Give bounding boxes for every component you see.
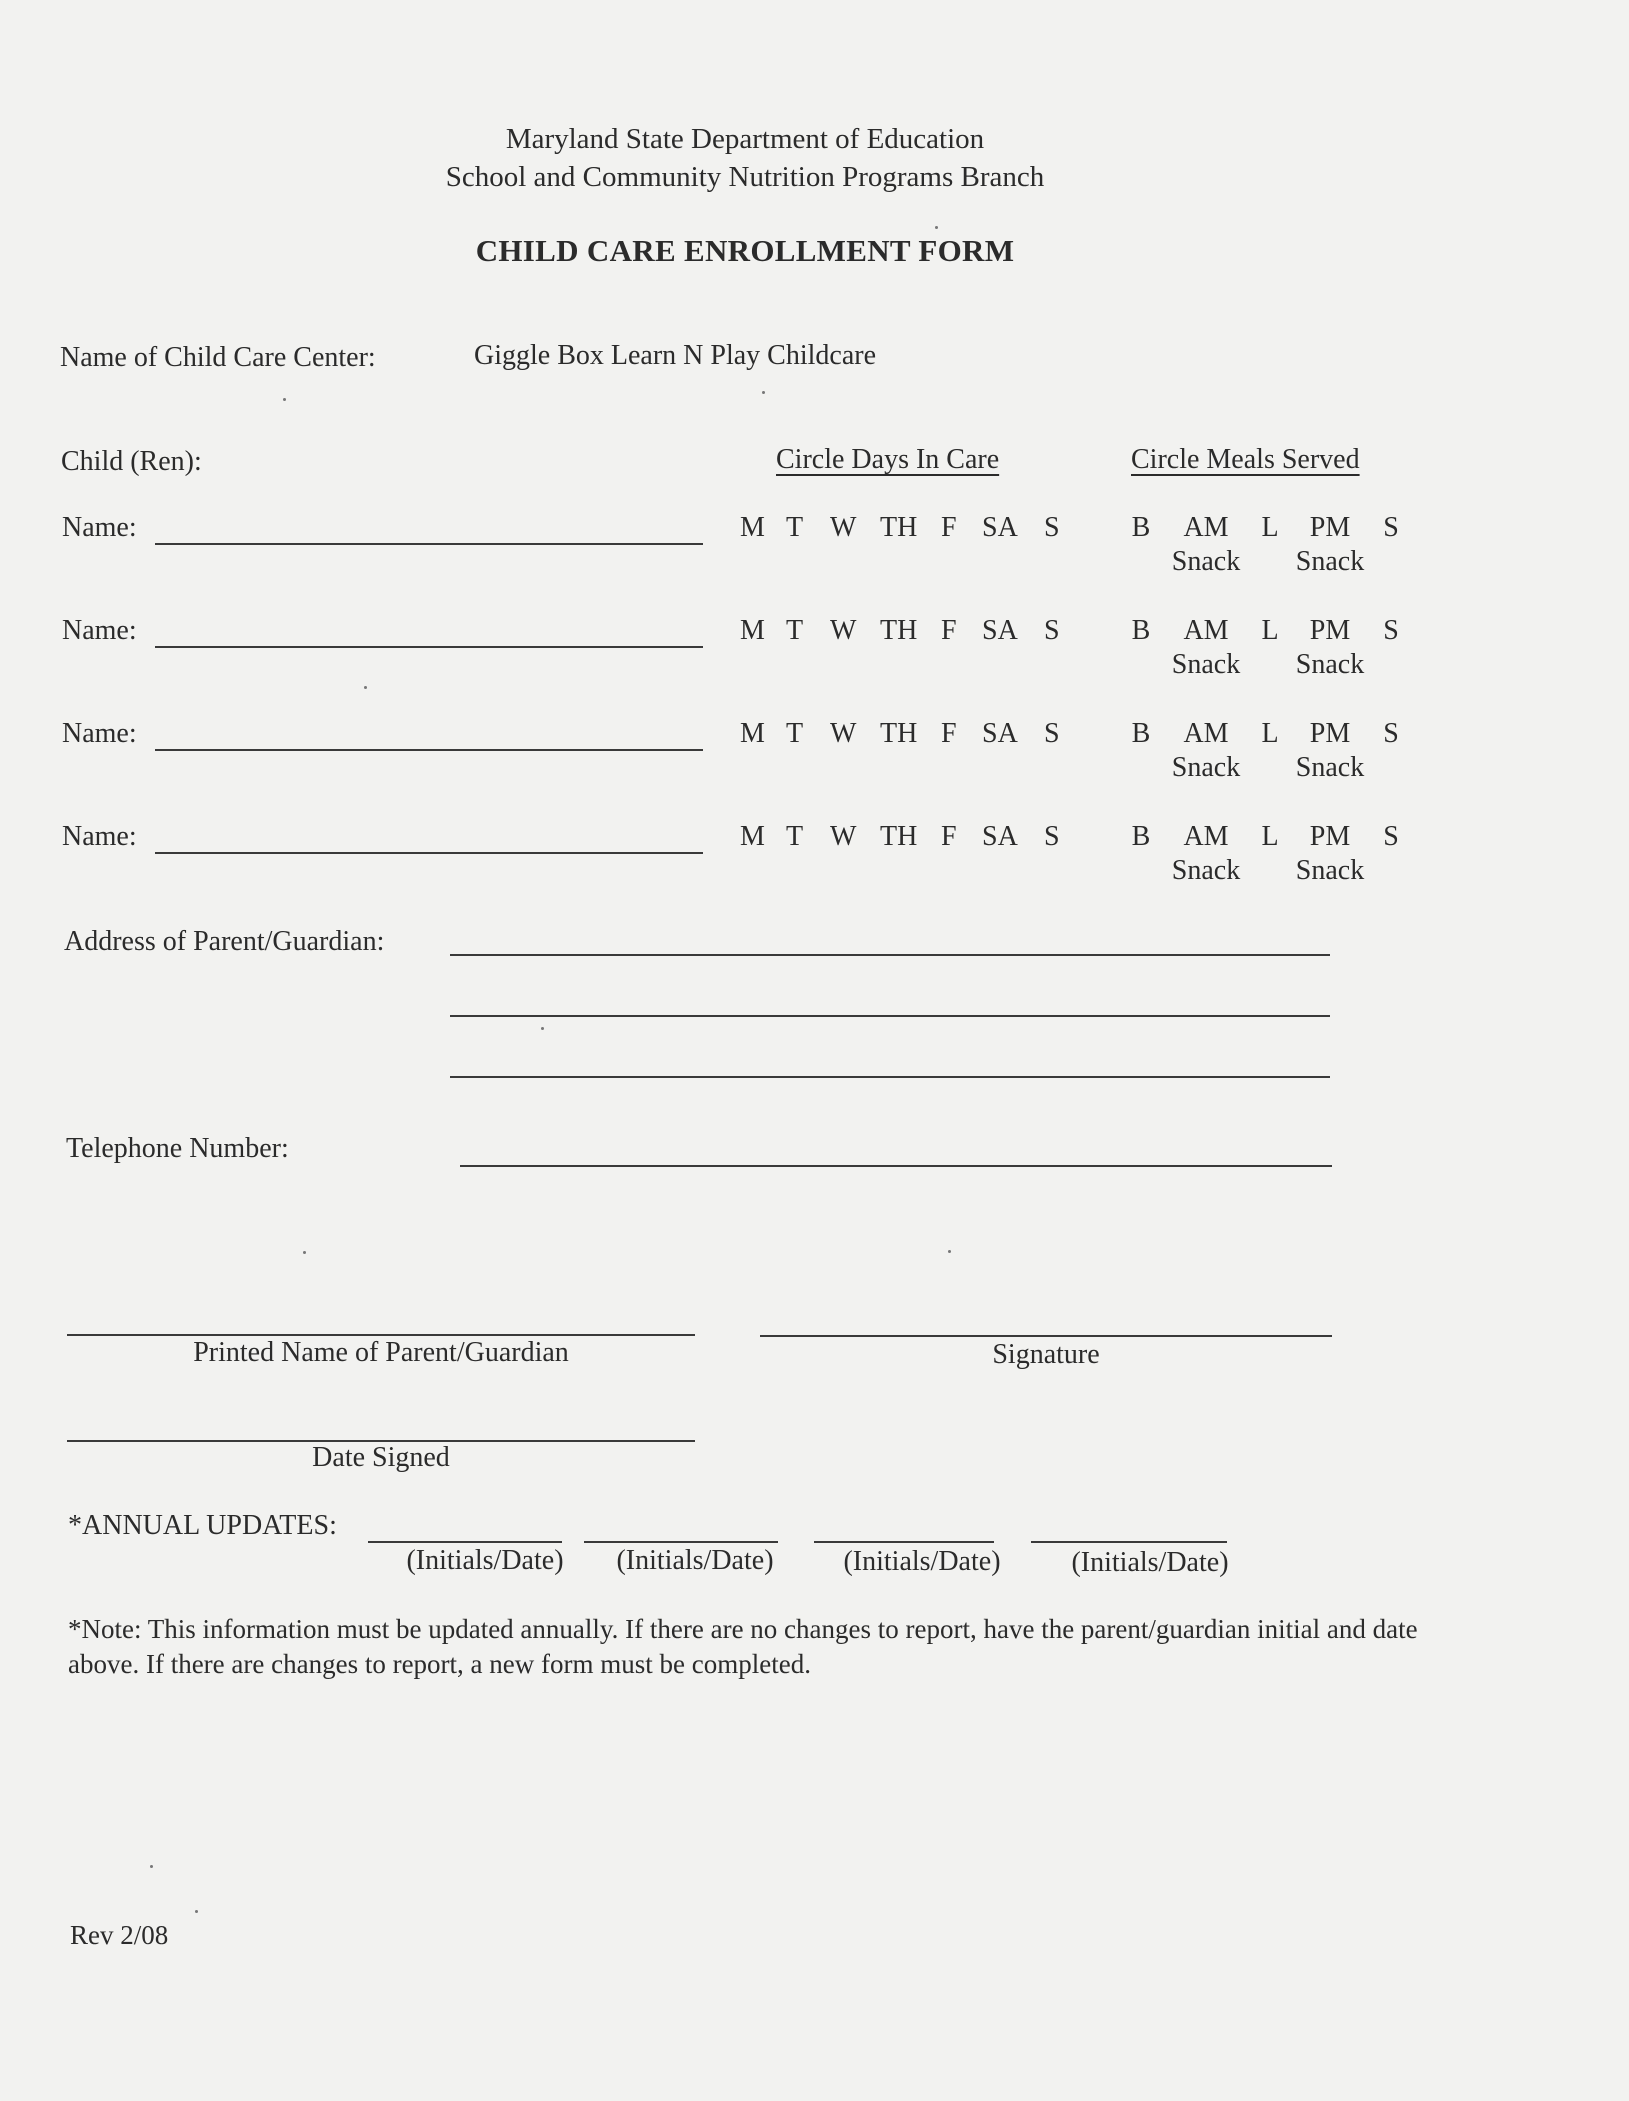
annual-update-field-1[interactable]	[368, 1541, 562, 1543]
annual-updates-label: *ANNUAL UPDATES:	[68, 1510, 337, 1541]
am-snack-label: Snack	[1171, 752, 1241, 783]
pm-snack-label: Snack	[1295, 649, 1365, 680]
signature-field[interactable]	[760, 1335, 1332, 1337]
address-line-1[interactable]	[450, 954, 1330, 956]
annual-update-note: *Note: This information must be updated annually. If there are no changes to report, have the parent/guardian initial and date above. If there are changes to report, a new form must be completed.	[68, 1614, 1418, 1679]
address-line-2[interactable]	[450, 1015, 1330, 1017]
am-snack-label: Snack	[1171, 546, 1241, 577]
revision-label: Rev 2/08	[70, 1920, 169, 1950]
day-option-m[interactable]: M	[740, 821, 765, 852]
center-value: Giggle Box Learn N Play Childcare	[474, 340, 877, 371]
meal-option-supper[interactable]: S	[1383, 615, 1399, 646]
telephone-field[interactable]	[460, 1165, 1332, 1167]
telephone-label: Telephone Number:	[66, 1133, 289, 1164]
day-option-f[interactable]: F	[941, 512, 957, 543]
meal-option-lunch[interactable]: L	[1261, 512, 1279, 543]
day-option-t[interactable]: T	[786, 821, 804, 852]
meal-option-supper[interactable]: S	[1383, 512, 1399, 543]
scan-speck	[948, 1250, 951, 1253]
day-option-w[interactable]: W	[830, 718, 857, 749]
annual-update-caption-2: (Initials/Date)	[616, 1545, 774, 1576]
day-option-t[interactable]: T	[786, 718, 804, 749]
annual-update-caption-4: (Initials/Date)	[1071, 1547, 1229, 1578]
meal-option-pm[interactable]: PM	[1309, 512, 1351, 543]
meal-option-am[interactable]: AM	[1183, 512, 1229, 543]
child-name-label: Name:	[62, 821, 137, 852]
address-label: Address of Parent/Guardian:	[64, 926, 385, 957]
meal-option-pm[interactable]: PM	[1309, 821, 1351, 852]
day-option-sa[interactable]: SA	[982, 615, 1018, 646]
day-option-m[interactable]: M	[740, 615, 765, 646]
am-snack-label: Snack	[1171, 649, 1241, 680]
day-option-sa[interactable]: SA	[982, 512, 1018, 543]
meal-option-breakfast[interactable]: B	[1131, 718, 1151, 749]
day-option-w[interactable]: W	[830, 512, 857, 543]
pm-snack-label: Snack	[1295, 752, 1365, 783]
day-option-sa[interactable]: SA	[982, 821, 1018, 852]
meal-option-am[interactable]: AM	[1183, 821, 1229, 852]
child-name-label: Name:	[62, 718, 137, 749]
day-option-s[interactable]: S	[1044, 718, 1060, 749]
meal-option-breakfast[interactable]: B	[1131, 821, 1151, 852]
child-name-field[interactable]	[155, 749, 703, 751]
branch-name: School and Community Nutrition Programs Branch	[445, 161, 1045, 193]
annual-update-field-3[interactable]	[814, 1541, 994, 1543]
meal-option-lunch[interactable]: L	[1261, 821, 1279, 852]
day-option-m[interactable]: M	[740, 512, 765, 543]
day-option-w[interactable]: W	[830, 821, 857, 852]
meal-option-lunch[interactable]: L	[1261, 718, 1279, 749]
day-option-s[interactable]: S	[1044, 512, 1060, 543]
meal-option-supper[interactable]: S	[1383, 718, 1399, 749]
day-option-w[interactable]: W	[830, 615, 857, 646]
annual-update-caption-3: (Initials/Date)	[843, 1546, 1001, 1577]
scan-speck	[935, 226, 938, 229]
meal-option-breakfast[interactable]: B	[1131, 615, 1151, 646]
meal-option-am[interactable]: AM	[1183, 718, 1229, 749]
scan-speck	[283, 398, 286, 401]
day-option-s[interactable]: S	[1044, 615, 1060, 646]
day-option-th[interactable]: TH	[880, 615, 918, 646]
meal-option-lunch[interactable]: L	[1261, 615, 1279, 646]
day-option-th[interactable]: TH	[880, 718, 918, 749]
scan-speck	[303, 1251, 306, 1254]
meal-option-supper[interactable]: S	[1383, 821, 1399, 852]
day-option-t[interactable]: T	[786, 615, 804, 646]
center-label: Name of Child Care Center:	[60, 342, 376, 373]
pm-snack-label: Snack	[1295, 855, 1365, 886]
printed-name-caption: Printed Name of Parent/Guardian	[193, 1337, 569, 1368]
children-label: Child (Ren):	[61, 446, 202, 477]
signature-caption: Signature	[992, 1339, 1100, 1370]
meal-option-pm[interactable]: PM	[1309, 615, 1351, 646]
meal-option-am[interactable]: AM	[1183, 615, 1229, 646]
am-snack-label: Snack	[1171, 855, 1241, 886]
printed-name-field[interactable]	[67, 1334, 695, 1336]
annual-update-field-2[interactable]	[584, 1541, 778, 1543]
meals-heading: Circle Meals Served	[1131, 444, 1360, 475]
day-option-f[interactable]: F	[941, 821, 957, 852]
address-line-3[interactable]	[450, 1076, 1330, 1078]
day-option-sa[interactable]: SA	[982, 718, 1018, 749]
scan-speck	[762, 391, 765, 394]
child-name-label: Name:	[62, 512, 137, 543]
days-heading: Circle Days In Care	[776, 444, 1000, 475]
pm-snack-label: Snack	[1295, 546, 1365, 577]
meal-option-pm[interactable]: PM	[1309, 718, 1351, 749]
meal-option-breakfast[interactable]: B	[1131, 512, 1151, 543]
child-name-field[interactable]	[155, 646, 703, 648]
scan-speck	[541, 1027, 544, 1030]
annual-update-field-4[interactable]	[1031, 1541, 1227, 1543]
day-option-m[interactable]: M	[740, 718, 765, 749]
day-option-f[interactable]: F	[941, 718, 957, 749]
day-option-f[interactable]: F	[941, 615, 957, 646]
date-signed-caption: Date Signed	[312, 1442, 450, 1473]
day-option-t[interactable]: T	[786, 512, 804, 543]
day-option-s[interactable]: S	[1044, 821, 1060, 852]
agency-name: Maryland State Department of Education	[505, 123, 985, 155]
scan-speck	[195, 1910, 198, 1913]
form-title: CHILD CARE ENROLLMENT FORM	[475, 233, 1015, 268]
day-option-th[interactable]: TH	[880, 512, 918, 543]
annual-update-caption-1: (Initials/Date)	[406, 1545, 564, 1576]
child-name-label: Name:	[62, 615, 137, 646]
day-option-th[interactable]: TH	[880, 821, 918, 852]
scan-speck	[364, 686, 367, 689]
scan-speck	[150, 1865, 153, 1868]
child-name-field[interactable]	[155, 852, 703, 854]
child-name-field[interactable]	[155, 543, 703, 545]
